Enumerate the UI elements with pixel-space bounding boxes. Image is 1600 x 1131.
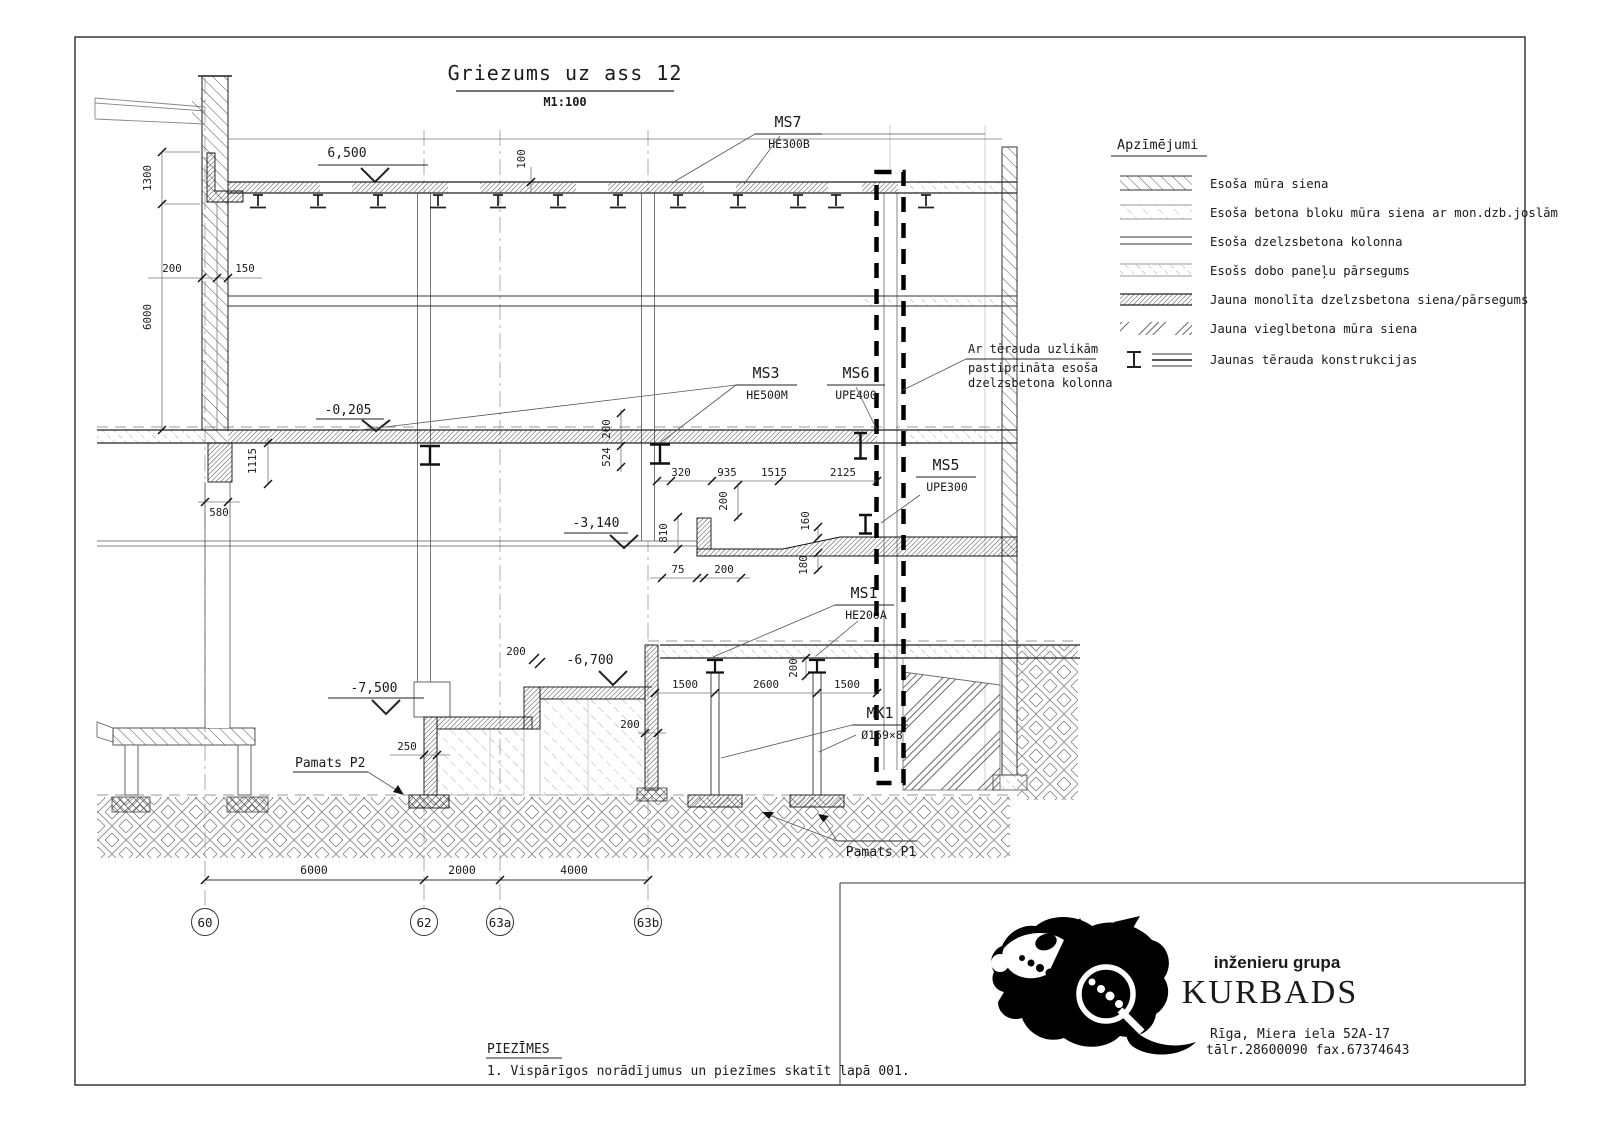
ms5-size: UPE300	[926, 480, 968, 494]
dim-810: 810	[657, 523, 670, 543]
legend-label-6: Jaunas tērauda konstrukcijas	[1210, 353, 1418, 367]
level-floor0	[564, 516, 638, 548]
dim-1115: 1115	[246, 447, 259, 475]
floor-slab-0205	[97, 430, 1017, 482]
drawing-title	[448, 61, 683, 109]
legend-label-5: Jauna vieglbetona mūra siena	[1210, 322, 1418, 336]
dim-basement-columns	[651, 654, 881, 697]
dim-2600: 2600	[752, 678, 780, 691]
ms7-name: MS7	[774, 113, 802, 131]
dim-200-col: 200	[787, 658, 800, 678]
dim-1500b: 1500	[833, 678, 861, 691]
level-roof	[318, 146, 428, 182]
label-ms7	[672, 113, 985, 184]
dim-200-wall: 200	[162, 262, 182, 275]
kurbads-logo	[991, 916, 1196, 1055]
dim-200-upstand: 200	[717, 491, 730, 511]
dimensions-layer	[141, 148, 881, 759]
ms1-name: MS1	[850, 584, 878, 602]
axis-dimension-row	[192, 863, 662, 936]
column-note-line2: pastiprināta esoša	[968, 361, 1099, 375]
level-basement-low	[328, 681, 424, 714]
dim-100: 100	[515, 149, 528, 169]
legend-label-0: Esoša mūra siena	[1210, 177, 1329, 191]
level-basement-low-value: -7,500	[350, 681, 398, 696]
intermediate-floor	[228, 296, 1017, 306]
ms3-name: MS3	[752, 364, 780, 382]
legend-title: Apzīmējumi	[1117, 137, 1199, 153]
legend-item-6	[1127, 352, 1417, 367]
column-note	[901, 342, 1113, 391]
drawing-scale: M1:100	[543, 95, 587, 109]
company-group-line: inženieru grupa	[1213, 953, 1341, 972]
ms6-size: UPE400	[835, 388, 877, 402]
dim-180: 180	[797, 555, 810, 575]
legend-label-4: Jauna monolīta dzelzsbetona siena/pārsegums	[1210, 293, 1529, 307]
legend-label-3: Esošs dobo paneļu pārsegums	[1210, 264, 1410, 278]
dim-320: 320	[671, 466, 691, 479]
existing-floor-lines	[97, 541, 697, 546]
axis-bubble-63a: 63a	[488, 915, 512, 930]
axis-bubble-62: 62	[416, 915, 432, 930]
dim-ramp-horizontal	[653, 466, 881, 485]
pamats-p1-text: Pamats P1	[845, 845, 917, 860]
company-contacts: tālr.28600090 fax.67374643	[1206, 1043, 1410, 1058]
ms1-beam-glyphs	[706, 660, 826, 673]
company-address: Rīga, Miera iela 52A-17	[1210, 1027, 1391, 1042]
axis-span-4000: 4000	[560, 863, 588, 877]
basement-right-room	[903, 658, 1000, 790]
legend-item-0	[1120, 176, 1328, 191]
basement-ceiling	[660, 645, 1080, 658]
level-basement-high	[566, 653, 652, 687]
dim-6000-vert: 6000	[141, 303, 154, 331]
dim-ramp-vertical	[650, 481, 822, 582]
notes-block	[486, 1042, 910, 1079]
ms5-name: MS5	[932, 456, 960, 474]
notes-item-1: 1. Vispārīgos norādījumus un piezīmes skatīt lapā 001.	[487, 1064, 910, 1079]
pamats-p2-label	[293, 756, 404, 795]
legend-label-1: Esoša betona bloku mūra siena ar mon.dzb.joslām	[1210, 206, 1558, 220]
canopy	[95, 98, 205, 124]
dim-935: 935	[717, 466, 737, 479]
notes-title: PIEZĪMES	[487, 1042, 550, 1057]
company-name: KURBADS	[1181, 974, 1359, 1011]
mk1-size: Ø159×8	[861, 728, 903, 742]
dim-150: 150	[235, 262, 255, 275]
axis-bubbles	[192, 909, 662, 936]
axis-bubble-63b: 63b	[636, 915, 660, 930]
legend-item-3	[1120, 264, 1410, 279]
axis-bubble-60: 60	[197, 915, 213, 930]
dim-left-vertical	[141, 148, 200, 434]
dim-250: 250	[397, 740, 417, 753]
ramp-slab-3140	[697, 518, 1017, 556]
dim-75: 75	[671, 563, 685, 576]
pamats-p2-text: Pamats P2	[295, 756, 366, 771]
legend-label-2: Esoša dzelzsbetona kolonna	[1210, 235, 1403, 249]
axis-span-6000: 6000	[300, 863, 328, 877]
legend	[1111, 137, 1558, 367]
dim-2125: 2125	[829, 466, 857, 479]
existing-left-structure	[97, 482, 268, 812]
ms7-size: HE300B	[768, 137, 810, 151]
label-mk1	[721, 704, 908, 758]
legend-item-1	[1120, 205, 1558, 220]
level-basement-high-value: -6,700	[566, 653, 614, 668]
level-floor0-value: -3,140	[572, 516, 620, 531]
dim-200-base: 200	[714, 563, 734, 576]
axis-span-2000: 2000	[448, 863, 476, 877]
title-block	[991, 916, 1410, 1058]
legend-item-2	[1120, 235, 1403, 249]
legend-item-4	[1120, 293, 1528, 307]
dim-200-step: 200	[506, 645, 526, 658]
page-title: Griezums uz ass 12	[447, 61, 683, 85]
dim-580: 580	[209, 506, 229, 519]
existing-foundation-blocks	[437, 699, 645, 795]
dim-1300: 1300	[141, 164, 154, 192]
dim-1500a: 1500	[671, 678, 699, 691]
legend-item-5	[1120, 322, 1417, 336]
ms1-size: HE200A	[845, 608, 887, 622]
ms6-name: MS6	[842, 364, 870, 382]
dim-200-wall2: 200	[620, 718, 640, 731]
dim-200-slab: 200	[600, 419, 613, 439]
roof-steel-beams	[250, 195, 934, 208]
ms3-size: HE500M	[746, 388, 788, 402]
dim-524: 524	[600, 447, 613, 467]
mk1-name: MK1	[866, 704, 894, 722]
dim-1515: 1515	[760, 466, 788, 479]
level-floor1-value: -0,205	[324, 403, 372, 418]
column-note-line3: dzelzsbetona kolonna	[968, 376, 1113, 390]
level-roof-value: 6,500	[327, 146, 367, 161]
column-note-line1: Ar tērauda uzlikām	[968, 342, 1099, 356]
dim-160: 160	[799, 511, 812, 531]
